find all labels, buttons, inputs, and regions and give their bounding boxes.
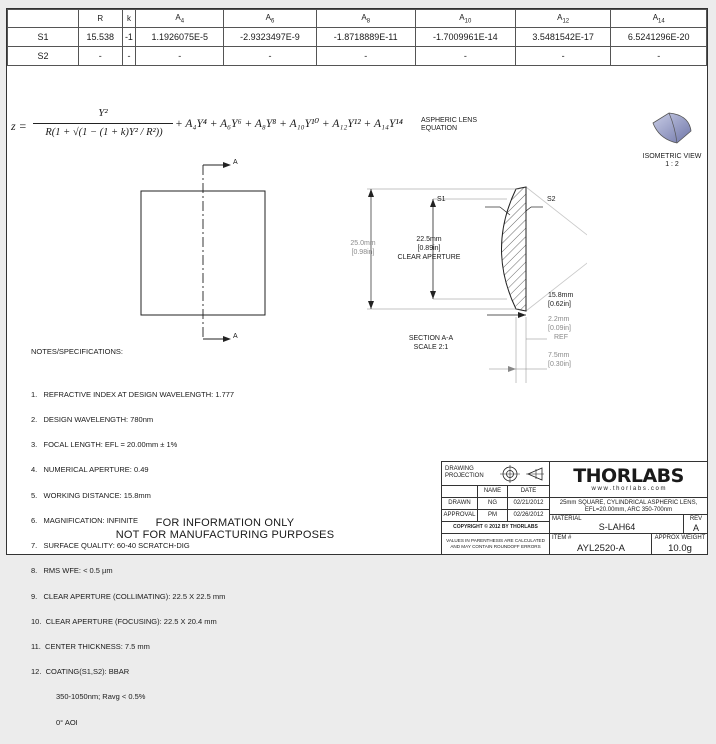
notes-item: 7. SURFACE QUALITY: 60-40 SCRATCH-DIG [31, 541, 190, 551]
thorlabs-logo: THORLABS [573, 465, 684, 487]
notes-heading: NOTES/SPECIFICATIONS: [31, 347, 123, 356]
third-angle-projection-icon [498, 464, 548, 484]
table-cell: S2 [8, 47, 79, 66]
weight-cell [652, 534, 708, 555]
item-value: AYL2520-A [577, 543, 625, 554]
isometric-lens-icon [647, 109, 697, 151]
table-cell: - [224, 47, 316, 66]
section-view-scale: SCALE 2:1 [413, 344, 449, 351]
center-thickness-in: [0.30in] [548, 361, 571, 368]
ref-in: [0.09in] [548, 325, 571, 332]
projection-cell [442, 462, 550, 486]
table-row [8, 47, 707, 66]
clear-aperture-label: CLEAR APERTURE [397, 254, 461, 261]
col-date-header: DATE [508, 486, 550, 498]
revision-label: REV [689, 516, 703, 522]
notes-item: 11. CENTER THICKNESS: 7.5 mm [31, 642, 150, 651]
projection-label [445, 466, 484, 480]
table-header-empty [8, 10, 79, 28]
working-distance-in: [0.62in] [548, 301, 571, 308]
item-cell [550, 534, 652, 555]
equation-label-line1: ASPHERIC LENS [421, 117, 478, 124]
section-view-caption [391, 334, 471, 352]
table-cell: - [122, 47, 136, 66]
equation-denominator: R(1 + √(1 − (1 + k)Y² / R²)) [45, 127, 163, 138]
surface-s1-label: S1 [437, 196, 446, 203]
table-header-row [8, 10, 707, 28]
projection-label-line2: PROJECTION [445, 473, 484, 479]
weight-label: APPROX WEIGHT [654, 535, 706, 541]
names-header-blank [442, 486, 478, 498]
part-description [550, 498, 708, 515]
working-distance-dimension [548, 291, 573, 309]
asphere-coefficient-table [7, 9, 707, 66]
drawn-name: NG [478, 498, 508, 510]
table-cell: -1.8718889E-11 [316, 28, 415, 47]
table-header-a6: $A_6$ [224, 10, 316, 28]
disclaimer-line2: NOT FOR MANUFACTURING PURPOSES [115, 529, 335, 541]
clear-aperture-mm: 22.5mm [416, 236, 442, 243]
parenthesis-note-line1: VALUES IN PARENTHESIS ARE CALCULATED [446, 538, 545, 543]
projection-label-line1: DRAWING [445, 466, 474, 472]
parenthesis-note [442, 534, 550, 555]
part-description-line1: 25mm SQUARE, CYLINDRICAL ASPHERIC LENS, [559, 500, 698, 506]
table-cell: - [611, 47, 707, 66]
table-cell: 1.1926075E-5 [136, 28, 224, 47]
copyright-notice: COPYRIGHT © 2012 BY THORLABS [442, 522, 550, 534]
material-cell [550, 515, 684, 534]
table-cell: - [415, 47, 515, 66]
notes-list [31, 374, 234, 744]
table-header-a4: $A_4$ [136, 10, 224, 28]
notes-item: 5. WORKING DISTANCE: 15.8mm [31, 490, 151, 500]
table-cell: - [316, 47, 415, 66]
table-header-a8: $A_8$ [316, 10, 415, 28]
title-block [441, 461, 708, 555]
table-cell: -2.9323497E-9 [224, 28, 316, 47]
drawn-date: 02/21/2012 [508, 498, 550, 510]
approval-name: PM [478, 510, 508, 522]
notes-item: 12. COATING(S1,S2): BBAR [31, 667, 130, 677]
table-row [8, 28, 707, 47]
table-cell: - [515, 47, 611, 66]
equation-label-line2: EQUATION [421, 125, 458, 132]
equation-lhs: z = [11, 119, 27, 133]
notes-item: 0° AOI [31, 717, 78, 727]
clear-aperture-dimension [389, 235, 469, 262]
isometric-view-label [632, 153, 712, 169]
overall-height-mm: 25.0mm [350, 240, 376, 247]
notes-item: 3. FOCAL LENGTH: EFL = 20.00mm ± 1% [31, 440, 178, 450]
item-label: ITEM # [552, 535, 572, 541]
notes-item: 1. REFRACTIVE INDEX AT DESIGN WAVELENGTH: 1.777 [31, 389, 235, 399]
notes-item: 8. RMS WFE: < 0.5 µm [31, 566, 113, 576]
material-value: S-LAH64 [598, 522, 636, 532]
revision-cell [684, 515, 708, 534]
revision-value: A [692, 523, 699, 533]
section-cut-label-bottom: A [233, 333, 238, 340]
drawing-sheet [6, 8, 708, 727]
material-label: MATERIAL [552, 516, 582, 522]
overall-height-in: [0.98in] [351, 249, 375, 256]
ref-mm: 2.2mm [548, 316, 570, 323]
weight-value: 10.0g [668, 543, 692, 554]
front-view-drawing [127, 151, 277, 351]
approval-label: APPROVAL [442, 510, 478, 522]
table-cell: - [79, 47, 123, 66]
section-view-title: SECTION A-A [408, 335, 454, 342]
equation-numerator: Y² [98, 107, 108, 119]
table-header-a10: $A_{10}$ [415, 10, 515, 28]
surface-s2-label: S2 [547, 196, 556, 203]
parenthesis-note-line2: AND MAY CONTAIN ROUNDOFF ERRORS [450, 544, 541, 549]
notes-item: 2. DESIGN WAVELENGTH: 780nm [31, 415, 154, 425]
clear-aperture-in: [0.89in] [417, 245, 441, 252]
thorlabs-website: w w w . t h o r l a b s . c o m [591, 486, 666, 492]
table-header-a12: $A_{12}$ [515, 10, 611, 28]
disclaimer-line1: FOR INFORMATION ONLY [155, 517, 295, 529]
table-cell: -1 [122, 28, 136, 47]
notes-item: 6. MAGNIFICATION: INFINITE [31, 515, 138, 525]
equation-fraction-bar [33, 123, 173, 124]
part-description-line2: EFL=20.00mm, ARC 350-700nm [584, 507, 673, 513]
equation-terms: + A₄Y⁴ + A₆Y⁶ + A₈Y⁸ + A₁₀Y¹⁰ + A₁₂Y¹² + A₁₄Y¹⁴ [175, 118, 403, 130]
table-cell: S1 [8, 28, 79, 47]
table-header-r: R [79, 10, 123, 28]
center-thickness-mm: 7.5mm [548, 352, 570, 359]
logo-cell [550, 462, 708, 498]
ref-label: REF [554, 334, 568, 341]
center-thickness-dimension [548, 351, 571, 369]
equation-label [421, 117, 477, 133]
table-cell: -1.7009961E-14 [415, 28, 515, 47]
table-cell: 6.5241296E-20 [611, 28, 707, 47]
isometric-view-title: ISOMETRIC VIEW [642, 153, 702, 160]
notes-item: 350-1050nm; Ravg < 0.5% [31, 692, 146, 702]
isometric-view-scale: 1 : 2 [665, 161, 679, 168]
table-header-k: k [122, 10, 136, 28]
table-cell: - [136, 47, 224, 66]
section-cut-label-top: A [233, 159, 238, 166]
table-cell: 3.5481542E-17 [515, 28, 611, 47]
working-distance-mm: 15.8mm [548, 292, 574, 299]
approval-date: 02/26/2012 [508, 510, 550, 522]
overall-height-dimension [343, 239, 383, 257]
disclaimer [115, 517, 335, 541]
drawn-label: DRAWN [442, 498, 478, 510]
ref-dimension [548, 315, 571, 342]
table-header-a14: $A_{14}$ [611, 10, 707, 28]
notes-item: 4. NUMERICAL APERTURE: 0.49 [31, 465, 149, 475]
col-name-header: NAME [478, 486, 508, 498]
notes-item: 10. CLEAR APERTURE (FOCUSING): 22.5 X 20.4 mm [31, 616, 217, 626]
notes-item: 9. CLEAR APERTURE (COLLIMATING): 22.5 X 22.5 mm [31, 591, 226, 601]
table-cell: 15.538 [79, 28, 123, 47]
